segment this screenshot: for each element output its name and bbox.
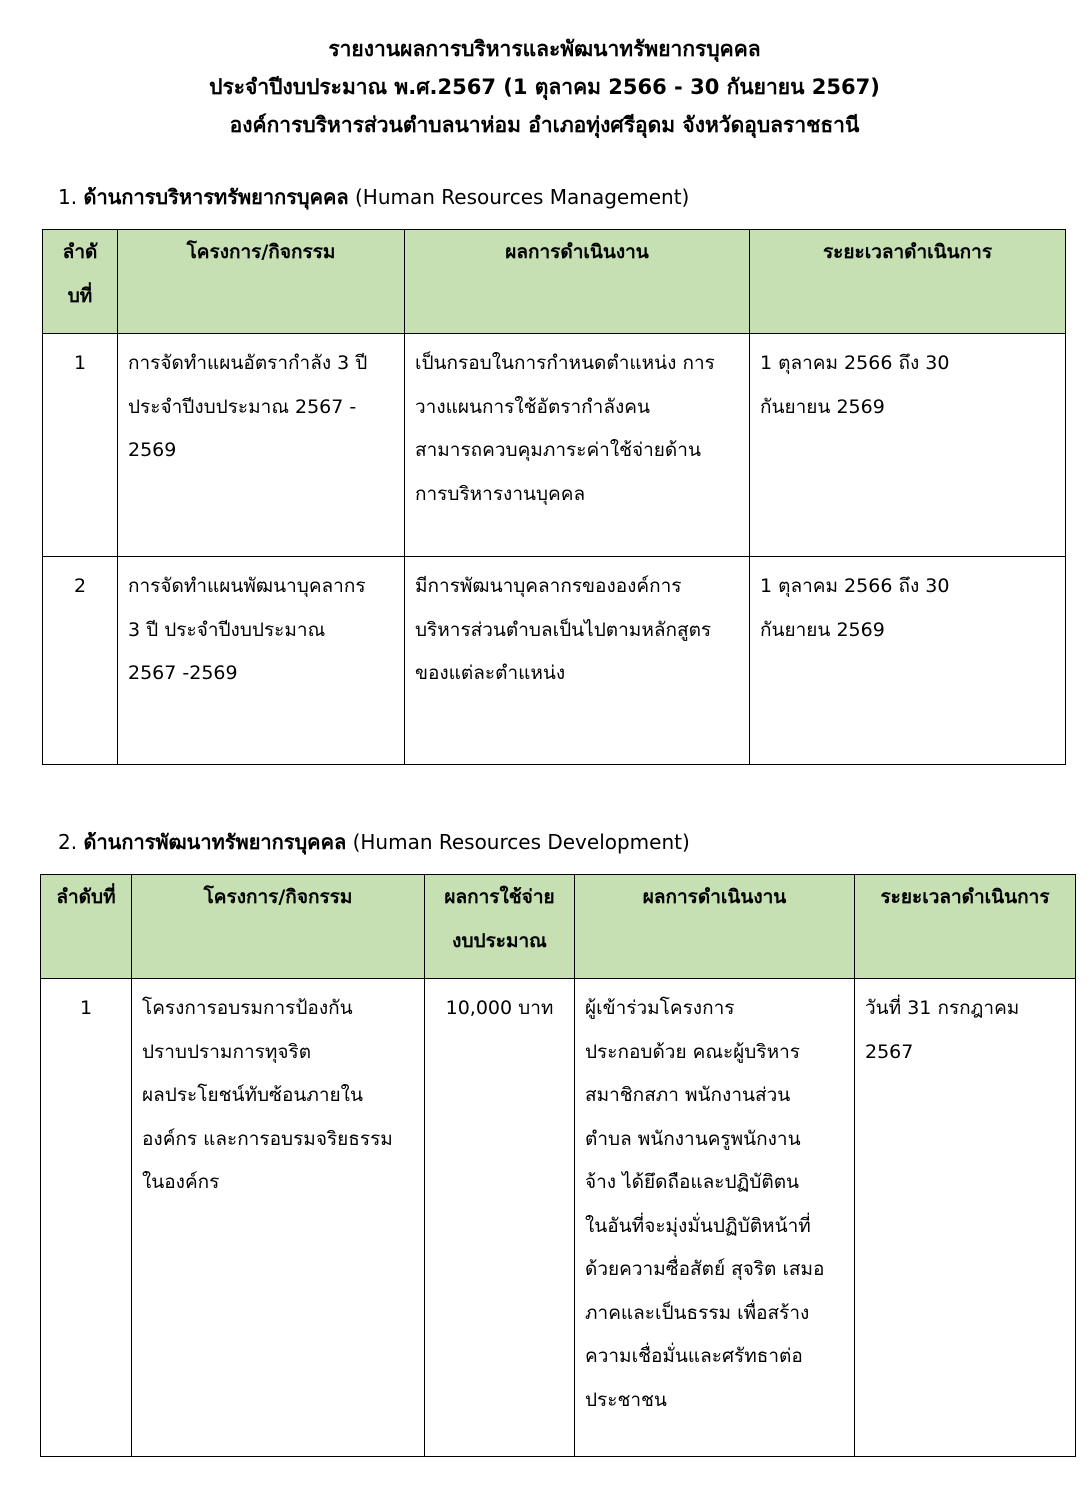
row-period-line: 1 ตุลาคม 2566 ถึง 30: [760, 575, 950, 597]
row-result-line: ในอันที่จะมุ่งมั่นปฏิบัติหน้าที่: [585, 1214, 811, 1237]
hr-management-table: [42, 229, 1066, 765]
column-header-project: โครงการ/กิจกรรม: [118, 230, 405, 334]
section-2-number: 2.: [58, 830, 78, 854]
row-result: [405, 334, 750, 557]
row-number: 1: [41, 979, 132, 1457]
row-project-line: 2567 -2569: [128, 662, 238, 684]
row-project: [132, 979, 425, 1457]
row-number: 2: [43, 557, 118, 765]
row-project-line: ปราบปรามการทุจริต: [142, 1040, 312, 1063]
row-result-line: ของแต่ละตำแหน่ง: [415, 662, 566, 684]
row-result-line: ผู้เข้าร่วมโครงการ: [585, 997, 735, 1019]
column-header-no-line-2: บที่: [67, 284, 93, 307]
column-header-budget: [425, 875, 575, 979]
section-2-heading: [58, 826, 690, 858]
row-result: [575, 979, 855, 1457]
row-project-line: ประจำปีงบประมาณ 2567 -: [128, 395, 357, 418]
section-1-heading: [58, 181, 689, 213]
row-project-line: องค์กร และการอบรมจริยธรรม: [142, 1127, 393, 1150]
row-project-line: 2569: [128, 439, 177, 461]
table-row: [41, 979, 1076, 1457]
row-period-line: กันยายน 2569: [760, 395, 885, 418]
row-project: [118, 557, 405, 765]
row-project: [118, 334, 405, 557]
report-title-line-3: องค์การบริหารส่วนตำบลนาห่อม อำเภอทุ่งศรีอุดม จังหวัดอุบลราชธานี: [229, 113, 860, 137]
row-period-line: 1 ตุลาคม 2566 ถึง 30: [760, 352, 950, 374]
row-result-line: ประกอบด้วย คณะผู้บริหาร: [585, 1040, 800, 1063]
row-budget: 10,000 บาท: [425, 979, 575, 1457]
row-project-line: ผลประโยชน์ทับซ้อนภายใน: [142, 1084, 363, 1106]
report-title: [0, 30, 1089, 144]
section-1-title-en: (Human Resources Management): [355, 185, 690, 209]
column-header-budget-line-2: งบประมาณ: [452, 929, 547, 952]
section-1-number: 1.: [58, 185, 78, 209]
row-period: [855, 979, 1076, 1457]
table-row: [43, 334, 1066, 557]
row-period-line: 2567: [865, 1040, 914, 1063]
row-result-line: ภาคและเป็นธรรม เพื่อสร้าง: [585, 1301, 810, 1324]
column-header-result: ผลการดำเนินงาน: [575, 875, 855, 979]
row-period: [750, 334, 1066, 557]
section-1-title-th: ด้านการบริหารทรัพยากรบุคคล: [83, 185, 349, 209]
row-project-line: โครงการอบรมการป้องกัน: [142, 997, 353, 1019]
row-period-line: กันยายน 2569: [760, 618, 885, 641]
row-project-line: ในองค์กร: [142, 1171, 220, 1193]
column-header-period: ระยะเวลาดำเนินการ: [750, 230, 1066, 334]
table-header-row: [41, 875, 1076, 979]
row-result-line: มีการพัฒนาบุคลากรขององค์การ: [415, 575, 682, 597]
row-result-line: ความเชื่อมั่นและศรัทธาต่อ: [585, 1345, 803, 1367]
row-project-line: 3 ปี ประจำปีงบประมาณ: [128, 618, 326, 641]
row-result-line: การบริหารงานบุคคล: [415, 482, 586, 505]
row-period-line: วันที่ 31 กรกฎาคม: [865, 997, 1020, 1019]
table-row: [43, 557, 1066, 765]
hr-development-table: [40, 874, 1076, 1457]
column-header-no: [43, 230, 118, 334]
column-header-no-line-1: ลำดั: [62, 241, 98, 263]
report-title-line-1: รายงานผลการบริหารและพัฒนาทรัพยากรบุคคล: [328, 37, 761, 61]
section-2-title-th: ด้านการพัฒนาทรัพยากรบุคคล: [83, 830, 347, 854]
column-header-project: โครงการ/กิจกรรม: [132, 875, 425, 979]
column-header-no: ลำดับที่: [41, 875, 132, 979]
column-header-budget-line-1: ผลการใช้จ่าย: [444, 886, 555, 908]
row-result-line: สามารถควบคุมภาระค่าใช้จ่ายด้าน: [415, 439, 701, 461]
table-header-row: [43, 230, 1066, 334]
row-result-line: จ้าง ได้ยึดถือและปฏิบัติตน: [585, 1171, 800, 1193]
row-period: [750, 557, 1066, 765]
row-result-line: บริหารส่วนตำบลเป็นไปตามหลักสูตร: [415, 618, 712, 641]
row-result-line: สมาชิกสภา พนักงานส่วน: [585, 1084, 791, 1106]
row-project-line: การจัดทำแผนพัฒนาบุคลากร: [128, 575, 366, 597]
column-header-result: ผลการดำเนินงาน: [405, 230, 750, 334]
section-2-title-en: (Human Resources Development): [352, 830, 690, 854]
row-result-line: ประชาชน: [585, 1388, 667, 1411]
row-result: [405, 557, 750, 765]
row-result-line: ตำบล พนักงานครูพนักงาน: [585, 1127, 801, 1150]
row-project-line: การจัดทำแผนอัตรากำลัง 3 ปี: [128, 352, 368, 374]
report-title-line-2: ประจำปีงบประมาณ พ.ศ.2567 (1 ตุลาคม 2566 - 30 กันยายน 2567): [209, 75, 880, 99]
column-header-period: ระยะเวลาดำเนินการ: [855, 875, 1076, 979]
row-number: 1: [43, 334, 118, 557]
row-result-line: เป็นกรอบในการกำหนดตำแหน่ง การ: [415, 352, 715, 374]
row-result-line: ด้วยความซื่อสัตย์ สุจริต เสมอ: [585, 1258, 825, 1280]
row-result-line: วางแผนการใช้อัตรากำลังคน: [415, 395, 650, 418]
